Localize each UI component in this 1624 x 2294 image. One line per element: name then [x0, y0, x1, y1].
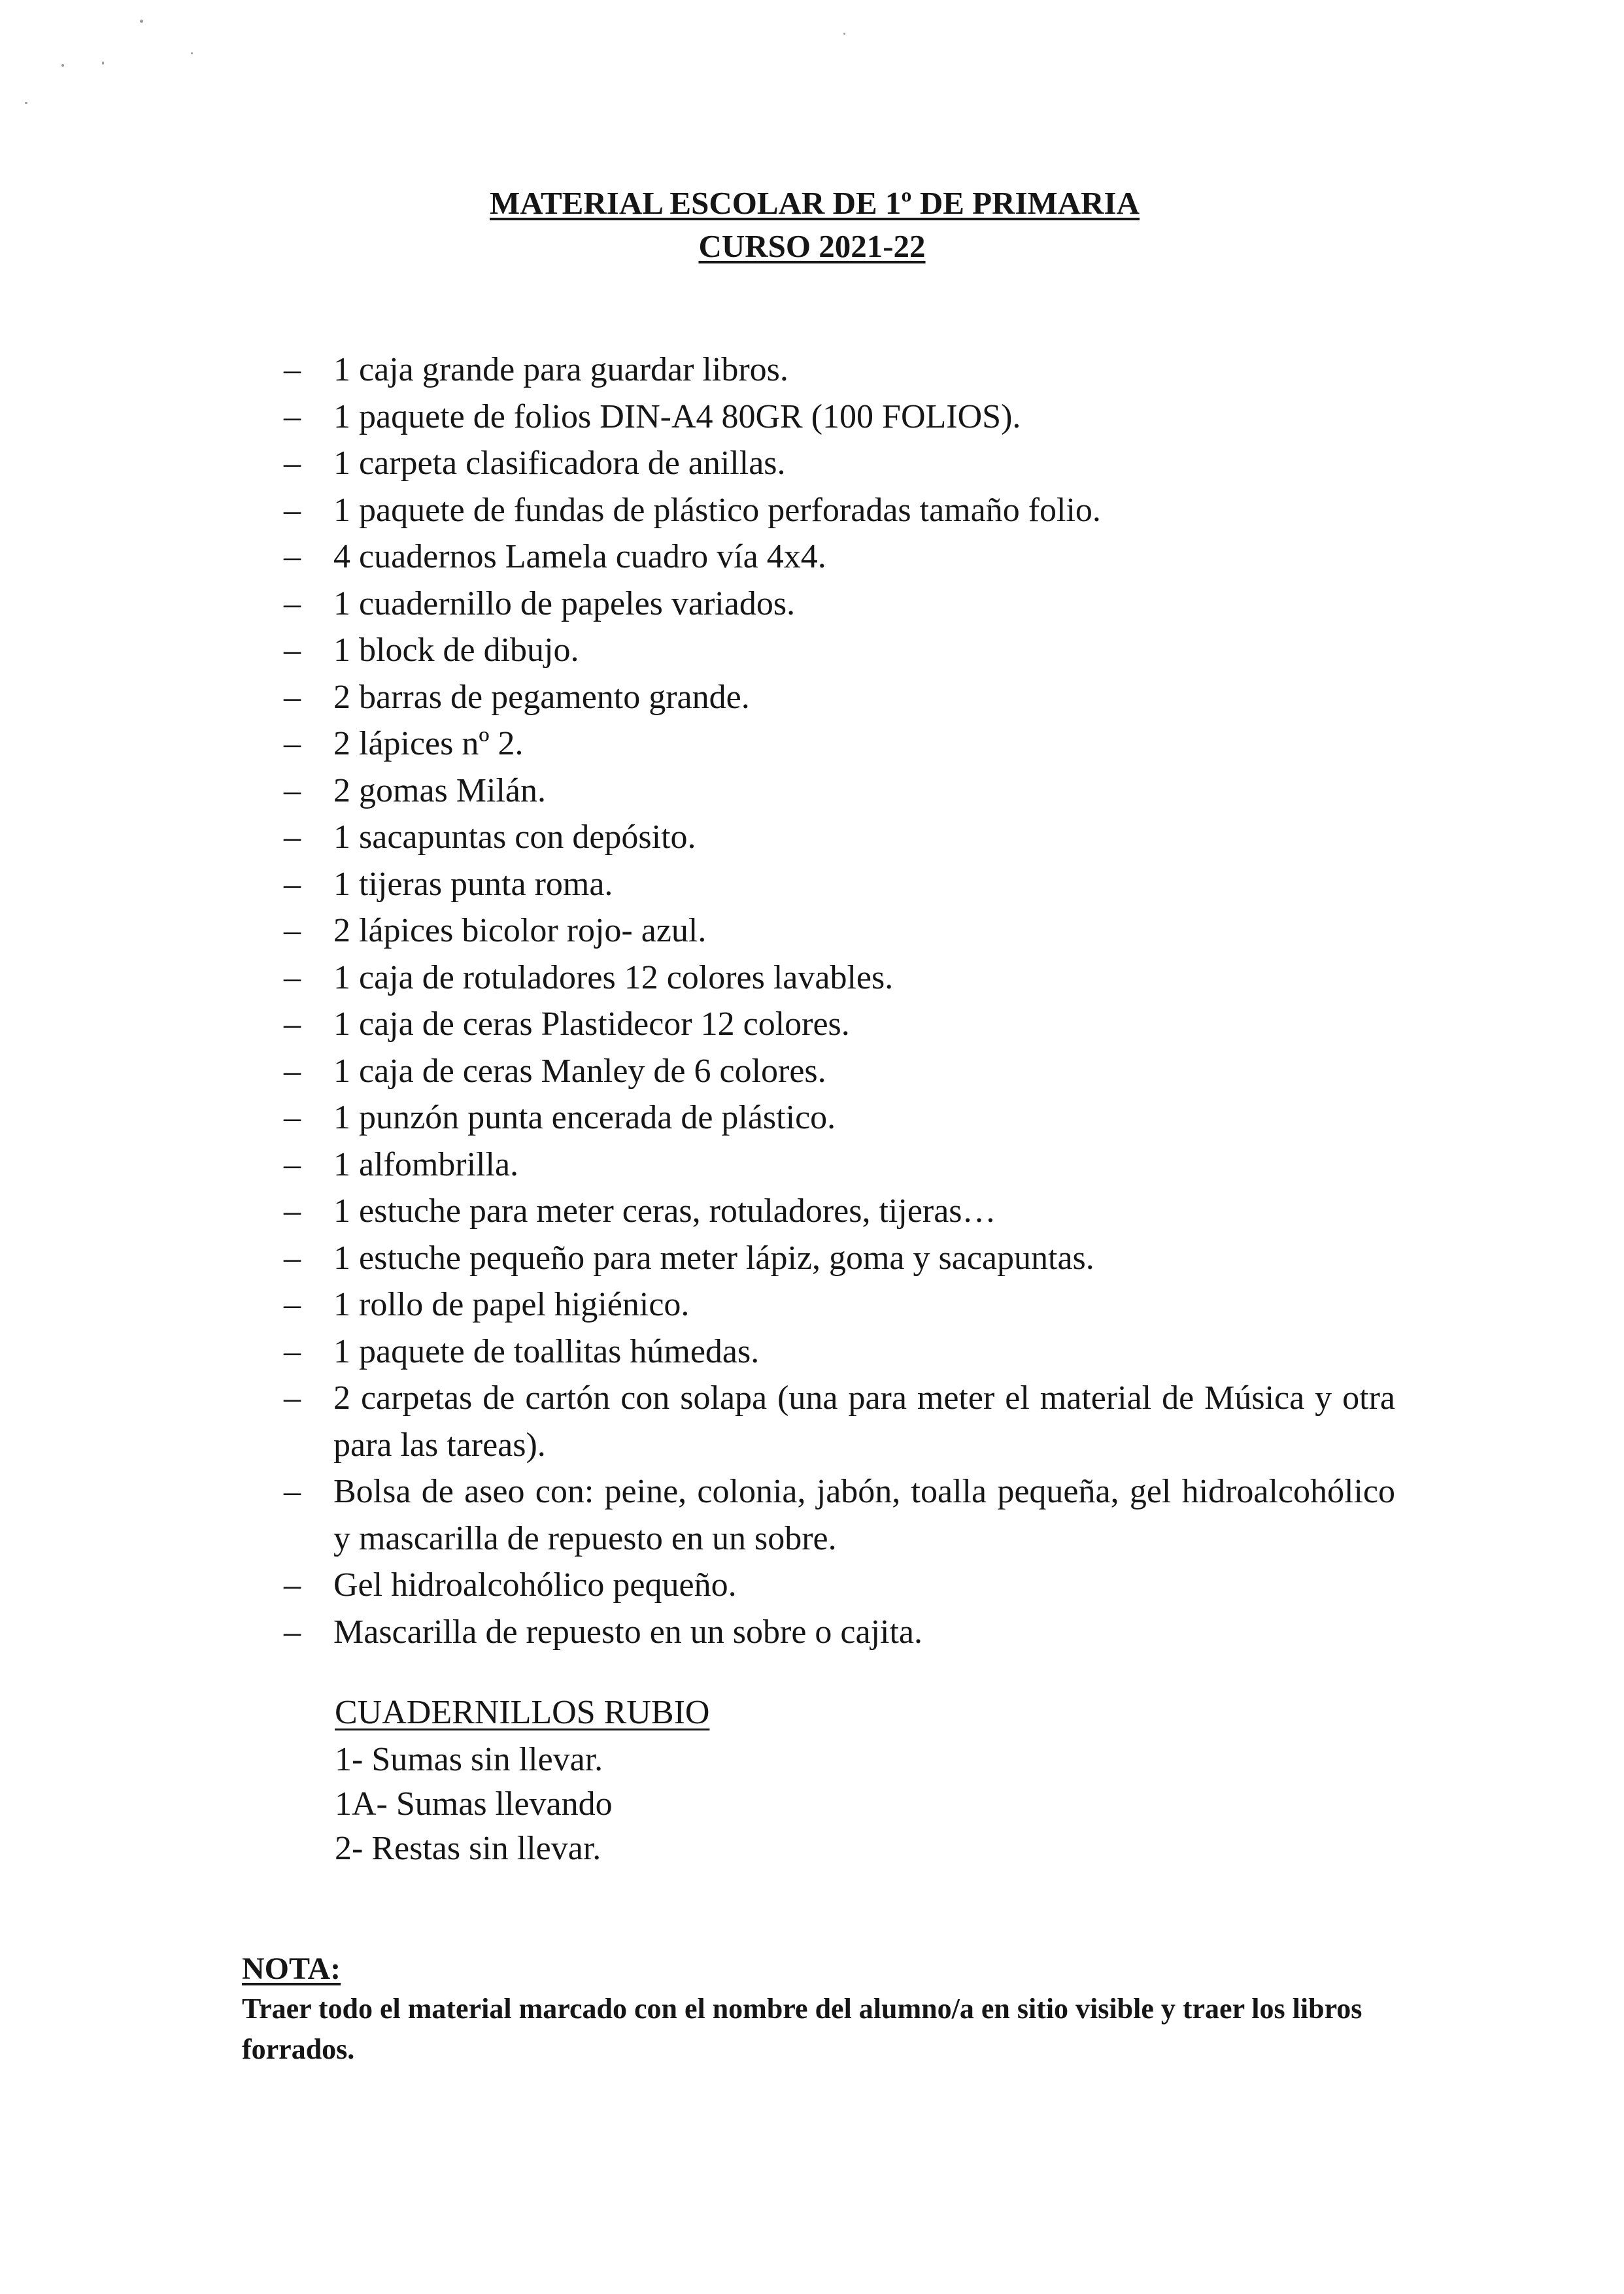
- list-bullet: –: [284, 1192, 301, 1230]
- nota-title: NOTA:: [242, 1951, 341, 1986]
- list-item: [284, 814, 1395, 861]
- material-list: [284, 346, 1395, 1655]
- list-bullet: –: [284, 818, 301, 856]
- list-item-text: 2 carpetas de cartón con solapa (una para meter el material de Música y otra para las tareas).: [333, 1379, 1395, 1464]
- scan-speck: [843, 33, 845, 35]
- list-item: [284, 1048, 1395, 1095]
- list-item-text: 1 rollo de papel higiénico.: [333, 1286, 690, 1323]
- list-item-text: 2 lápices bicolor rojo- azul.: [333, 912, 707, 949]
- list-item: [284, 487, 1395, 534]
- list-item: [284, 1375, 1395, 1468]
- list-item-text: 1 block de dibujo.: [333, 632, 579, 669]
- list-item: [284, 720, 1395, 767]
- list-item: [284, 954, 1395, 1002]
- list-bullet: –: [284, 1379, 301, 1417]
- list-bullet: –: [284, 1286, 301, 1323]
- list-bullet: –: [284, 865, 301, 903]
- list-item-text: 2 gomas Milán.: [333, 771, 546, 809]
- list-bullet: –: [284, 1052, 301, 1090]
- list-bullet: –: [284, 725, 301, 762]
- list-bullet: –: [284, 771, 301, 809]
- list-item: [284, 533, 1395, 581]
- scan-speck: [102, 61, 104, 65]
- list-bullet: –: [284, 445, 301, 482]
- list-item: [284, 1562, 1395, 1609]
- list-item: [284, 1281, 1395, 1328]
- list-item: [284, 1609, 1395, 1656]
- list-item: [284, 1235, 1395, 1282]
- cuadernillos-section: [335, 1691, 709, 1871]
- list-bullet: –: [284, 1145, 301, 1183]
- nota-section: [242, 1949, 1406, 2070]
- list-item: [284, 346, 1395, 394]
- list-bullet: –: [284, 538, 301, 575]
- list-bullet: –: [284, 1566, 301, 1604]
- list-bullet: –: [284, 491, 301, 529]
- scan-speck: [25, 102, 27, 104]
- list-item: [284, 1001, 1395, 1048]
- cuadernillos-title: CUADERNILLOS RUBIO: [335, 1694, 710, 1731]
- scan-speck: [61, 64, 64, 67]
- list-item-text: Gel hidroalcohólico pequeño.: [333, 1566, 737, 1604]
- list-item-text: 1 alfombrilla.: [333, 1145, 519, 1183]
- list-bullet: –: [284, 912, 301, 949]
- list-item: [284, 394, 1395, 441]
- list-item-text: 1 cuadernillo de papeles variados.: [333, 584, 796, 622]
- list-item-text: 1 tijeras punta roma.: [333, 865, 613, 903]
- list-item: [284, 907, 1395, 954]
- list-item-text: 2 lápices nº 2.: [333, 725, 524, 762]
- list-item: [284, 674, 1395, 721]
- scan-speck: [191, 52, 193, 54]
- cuadernillo-item: 1A- Sumas llevando: [335, 1785, 613, 1823]
- list-item: [284, 861, 1395, 908]
- list-bullet: –: [284, 351, 301, 388]
- list-item-text: 1 estuche para meter ceras, rotuladores, tijeras…: [333, 1192, 996, 1230]
- list-item: [284, 627, 1395, 674]
- nota-text: Traer todo el material marcado con el nombre del alumno/a en sitio visible y traer los libros forrados.: [242, 1993, 1362, 2065]
- list-item-text: 1 estuche pequeño para meter lápiz, goma y sacapuntas.: [333, 1239, 1094, 1277]
- list-item-text: 1 paquete de folios DIN-A4 80GR (100 FOLIOS).: [333, 397, 1021, 435]
- list-bullet: –: [284, 1332, 301, 1370]
- list-item-text: 1 paquete de fundas de plástico perforadas tamaño folio.: [333, 491, 1101, 529]
- list-item: [284, 581, 1395, 628]
- list-bullet: –: [284, 958, 301, 996]
- list-item-text: Mascarilla de repuesto en un sobre o cajita.: [333, 1613, 922, 1651]
- list-item-text: 1 paquete de toallitas húmedas.: [333, 1332, 760, 1370]
- list-bullet: –: [284, 632, 301, 669]
- list-item: [284, 1094, 1395, 1141]
- list-item-text: 1 punzón punta encerada de plástico.: [333, 1099, 836, 1136]
- document-header: [0, 182, 1624, 268]
- list-item-text: 4 cuadernos Lamela cuadro vía 4x4.: [333, 538, 826, 575]
- list-item: [284, 767, 1395, 815]
- list-item: [284, 440, 1395, 487]
- list-item-text: 1 sacapuntas con depósito.: [333, 818, 696, 856]
- list-item-text: 1 carpeta clasificadora de anillas.: [333, 445, 786, 482]
- document-title: MATERIAL ESCOLAR DE 1º DE PRIMARIA: [490, 185, 1140, 221]
- list-item: [284, 1188, 1395, 1235]
- list-item-text: 1 caja de rotuladores 12 colores lavables.: [333, 958, 894, 996]
- cuadernillo-item: 1- Sumas sin llevar.: [335, 1741, 603, 1778]
- list-bullet: –: [284, 678, 301, 716]
- list-bullet: –: [284, 584, 301, 622]
- list-item-text: 1 caja de ceras Plastidecor 12 colores.: [333, 1005, 850, 1043]
- list-item-text: Bolsa de aseo con: peine, colonia, jabón, toalla pequeña, gel hidroalcohólico y mascarilla de repuesto en un sobre.: [333, 1473, 1395, 1557]
- list-item-text: 1 caja de ceras Manley de 6 colores.: [333, 1052, 826, 1090]
- cuadernillo-item: 2- Restas sin llevar.: [335, 1830, 601, 1867]
- list-item-text: 2 barras de pegamento grande.: [333, 678, 750, 716]
- scan-speck: [140, 20, 143, 23]
- list-bullet: –: [284, 1239, 301, 1277]
- list-item-text: 1 caja grande para guardar libros.: [333, 351, 788, 388]
- list-bullet: –: [284, 1005, 301, 1043]
- list-bullet: –: [284, 1473, 301, 1510]
- list-item: [284, 1141, 1395, 1189]
- list-item: [284, 1468, 1395, 1562]
- list-bullet: –: [284, 1613, 301, 1651]
- list-item: [284, 1328, 1395, 1375]
- list-bullet: –: [284, 397, 301, 435]
- document-subtitle: CURSO 2021-22: [698, 228, 926, 264]
- list-bullet: –: [284, 1099, 301, 1136]
